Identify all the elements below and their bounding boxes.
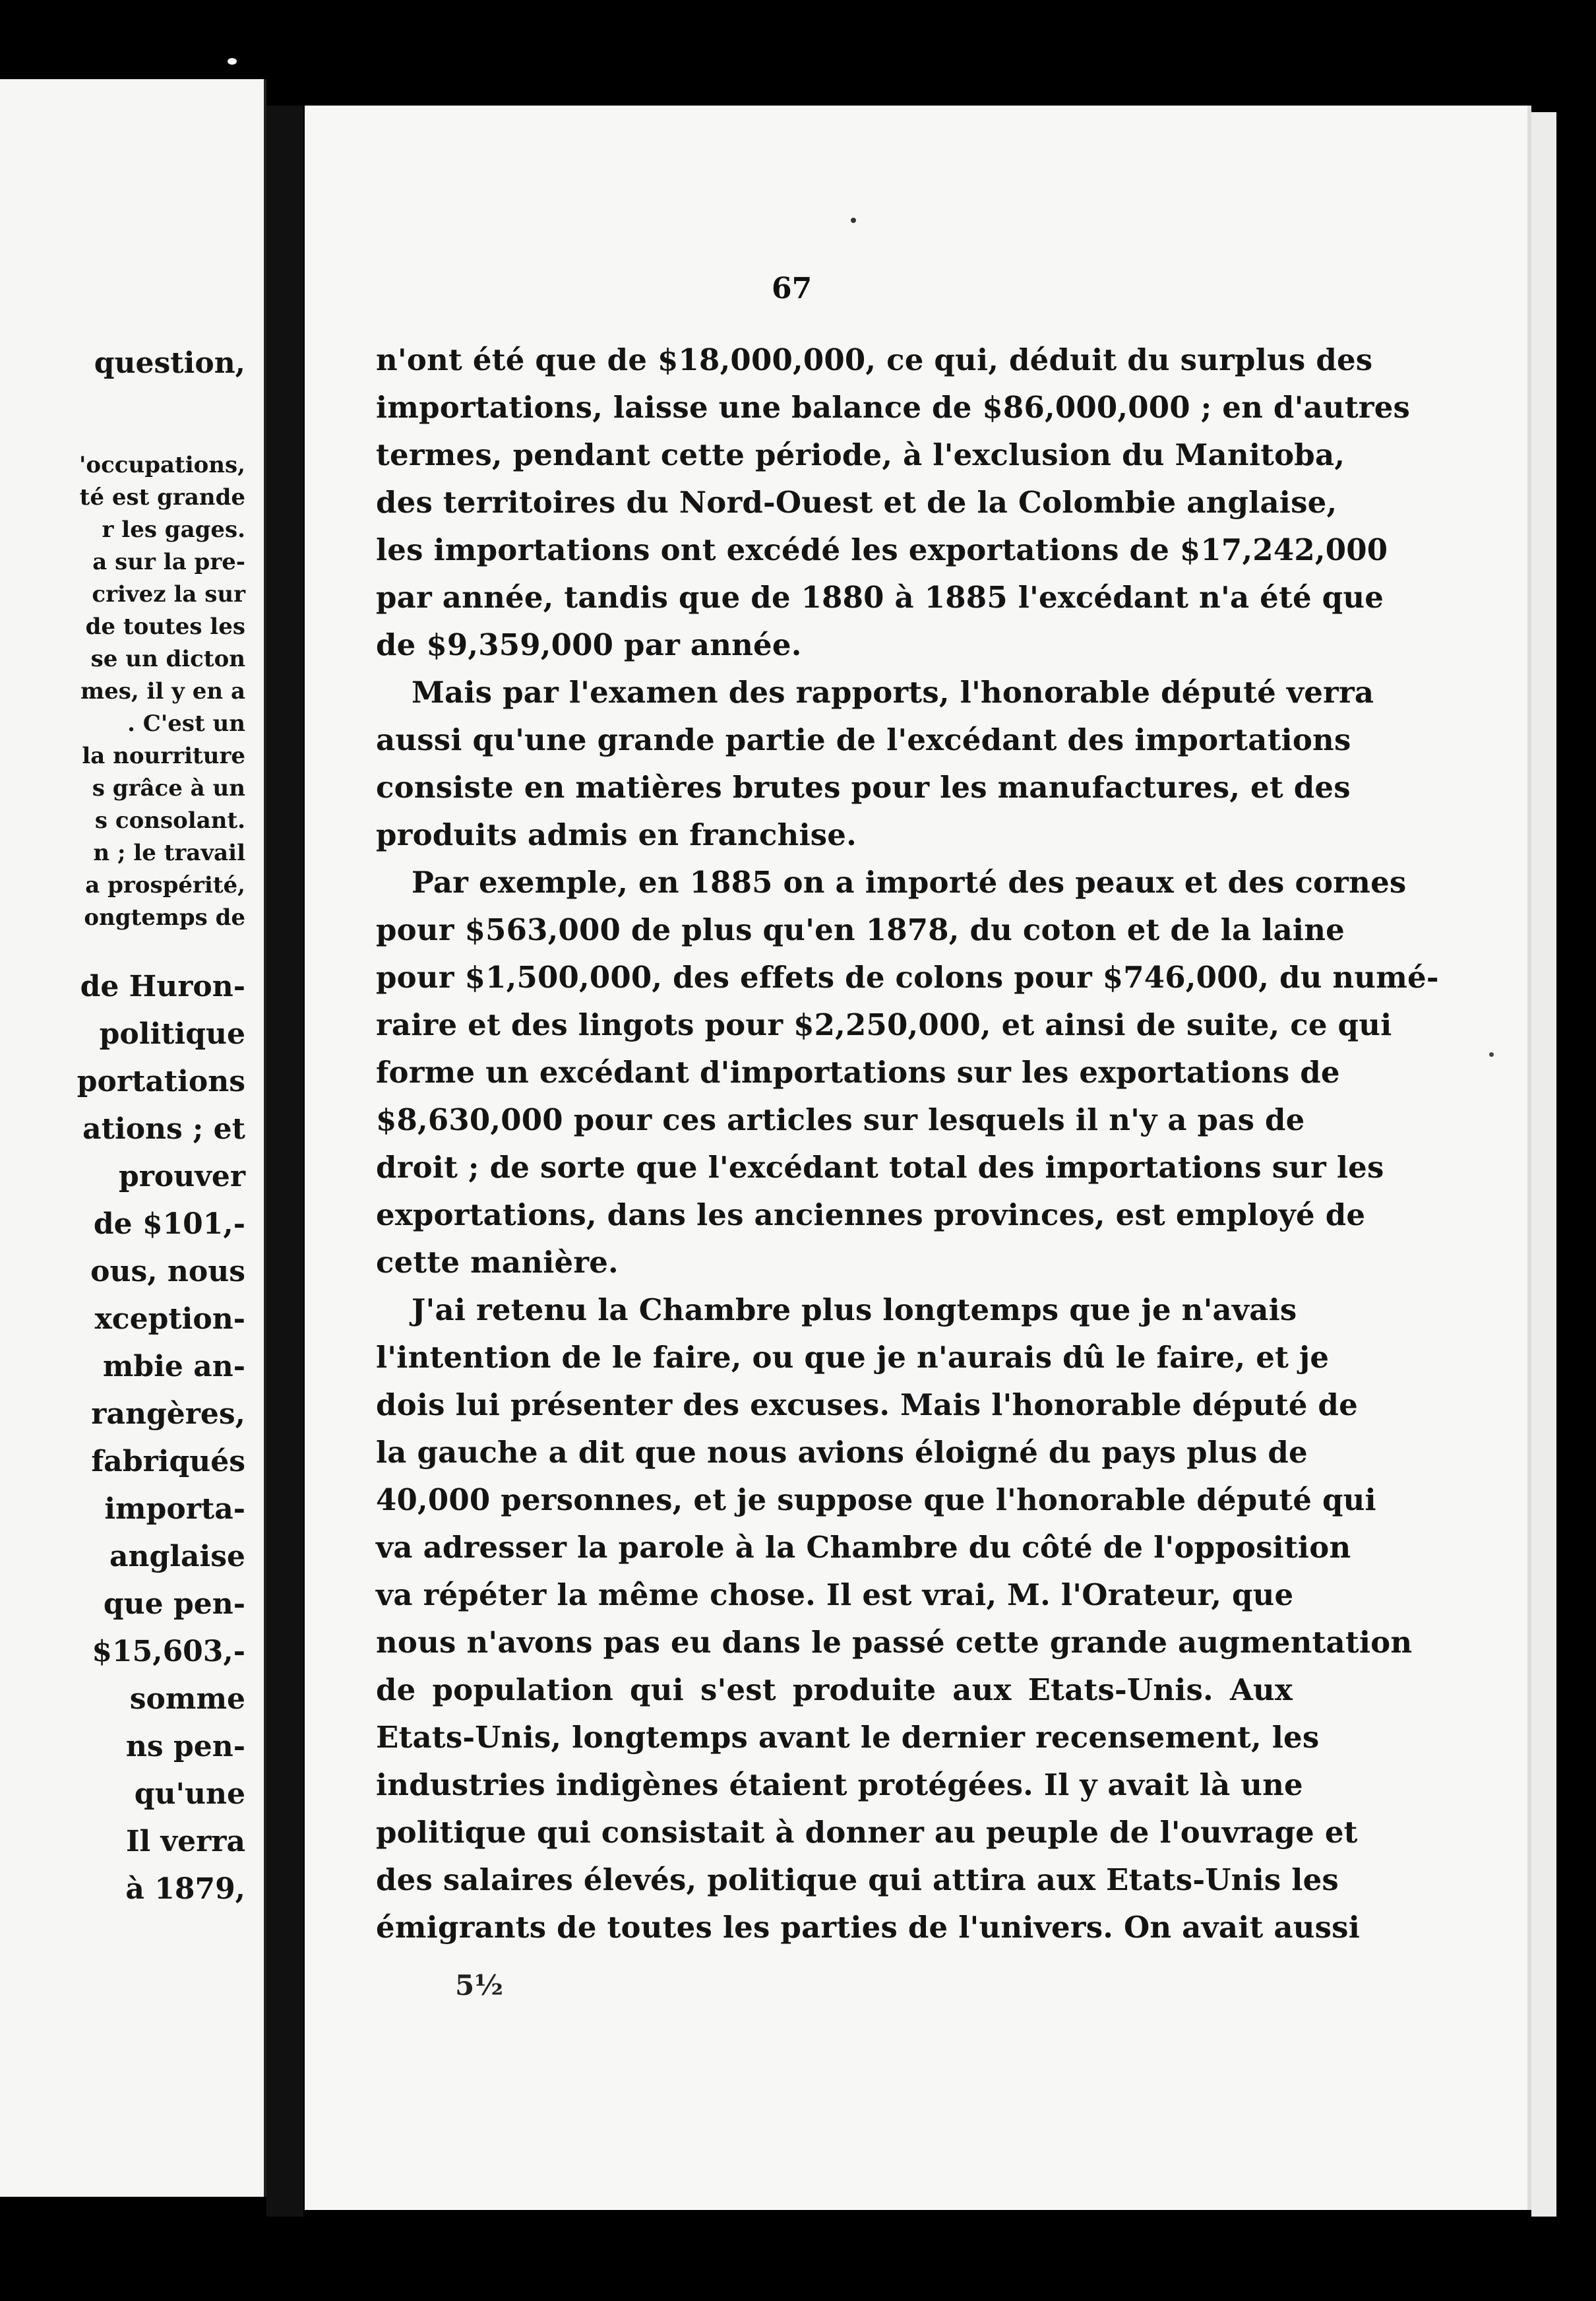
left-line: prouver xyxy=(118,1160,245,1193)
left-line: somme xyxy=(129,1682,245,1716)
left-line: politique xyxy=(99,1017,245,1051)
body-text-line: termes, pendant cette période, à l'exclusion du Manitoba, xyxy=(376,437,1345,472)
body-text-line: forme un excédant d'importations sur les exportations de xyxy=(376,1055,1340,1090)
left-line: 'occupations, xyxy=(78,452,245,478)
left-line: ongtemps de xyxy=(84,904,245,931)
body-text-line: l'intention de le faire, ou que je n'aurais dû le faire, et je xyxy=(376,1340,1330,1375)
body-text-line: Etats-Unis, longtemps avant le dernier recensement, les xyxy=(376,1720,1320,1755)
body-text-line: émigrants de toutes les parties de l'univers. On avait aussi xyxy=(376,1910,1360,1945)
left-line: que pen- xyxy=(103,1587,245,1621)
left-line: portations xyxy=(77,1065,245,1098)
body-text-line: raire et des lingots pour $2,250,000, et ainsi de suite, ce qui xyxy=(376,1007,1392,1042)
left-line: importa- xyxy=(104,1492,245,1526)
body-text-line: politique qui consistait à donner au peuple de l'ouvrage et xyxy=(376,1815,1358,1850)
left-line: mes, il y en a xyxy=(80,678,245,705)
body-text-line: Par exemple, en 1885 on a importé des peaux et des cornes xyxy=(412,865,1407,900)
left-line: . C'est un xyxy=(127,710,245,737)
body-text-line: exportations, dans les anciennes provinces, est employé de xyxy=(376,1197,1366,1232)
left-line: r les gages. xyxy=(102,517,245,543)
left-line: n ; le travail xyxy=(93,840,245,866)
body-text-line: aussi qu'une grande partie de l'excédant des importations xyxy=(376,722,1351,757)
left-line: ations ; et xyxy=(82,1112,245,1146)
body-text-line: cette manière. xyxy=(376,1245,619,1280)
left-line: s grâce à un xyxy=(92,775,245,802)
body-text-line: n'ont été que de $18,000,000, ce qui, déduit du surplus des xyxy=(376,342,1373,377)
body-text-line: pour $1,500,000, des effets de colons pour $746,000, du numé- xyxy=(376,960,1439,995)
left-line: té est grande xyxy=(79,484,245,511)
left-line: rangères, xyxy=(91,1397,245,1431)
left-line: se un dicton xyxy=(90,646,245,672)
body-text-line: des salaires élevés, politique qui attira aux Etats-Unis les xyxy=(376,1862,1339,1897)
body-text-line: va adresser la parole à la Chambre du côté de l'opposition xyxy=(376,1530,1351,1565)
body-text-line: de $9,359,000 par année. xyxy=(376,627,802,662)
left-line: ous, nous xyxy=(90,1255,245,1288)
page-number: 67 xyxy=(772,272,813,305)
left-line: anglaise xyxy=(109,1540,245,1573)
left-line: de $101,- xyxy=(93,1207,245,1241)
left-line: $15,603,- xyxy=(92,1635,245,1668)
left-line: crivez la sur xyxy=(92,581,245,608)
body-text-line: les importations ont excédé les exportations de $17,242,000 xyxy=(376,532,1388,567)
body-text-line: 40,000 personnes, et je suppose que l'honorable député qui xyxy=(376,1482,1376,1517)
left-line: de toutes les xyxy=(85,614,245,640)
body-text-line: J'ai retenu la Chambre plus longtemps que je n'avais xyxy=(412,1292,1297,1327)
left-line: qu'une xyxy=(134,1777,245,1811)
scan-speck xyxy=(851,218,856,223)
body-text-line: par année, tandis que de 1880 à 1885 l'excédant n'a été que xyxy=(376,580,1384,615)
left-line: ns pen- xyxy=(125,1730,245,1763)
body-text-line: de population qui s'est produite aux Etats-Unis. Aux xyxy=(376,1672,1293,1707)
scan-speck xyxy=(228,58,237,65)
left-line: a sur la pre- xyxy=(92,549,245,575)
left-line: Il verra xyxy=(125,1825,245,1858)
left-line: la nourriture xyxy=(82,743,245,769)
book-gutter xyxy=(266,106,303,2217)
body-text-line: $8,630,000 pour ces articles sur lesquels il n'y a pas de xyxy=(376,1102,1305,1137)
body-text-line: nous n'avons pas eu dans le passé cette grande augmentation xyxy=(376,1625,1413,1660)
signature-mark: 5½ xyxy=(455,1969,504,2002)
body-text-line: pour $563,000 de plus qu'en 1878, du coton et de la laine xyxy=(376,912,1345,947)
body-text-line: industries indigènes étaient protégées. Il y avait là une xyxy=(376,1767,1303,1802)
body-text-line: va répéter la même chose. Il est vrai, M. l'Orateur, que xyxy=(376,1577,1294,1612)
body-text-line: produits admis en franchise. xyxy=(376,817,857,852)
body-text-line: la gauche a dit que nous avions éloigné du pays plus de xyxy=(376,1435,1308,1470)
body-text-line: droit ; de sorte que l'excédant total des importations sur les xyxy=(376,1150,1384,1185)
left-line: fabriqués xyxy=(91,1445,245,1478)
body-text-line: dois lui présenter des excuses. Mais l'honorable député de xyxy=(376,1387,1358,1422)
left-page xyxy=(0,79,266,2197)
body-text-line: Mais par l'examen des rapports, l'honorable député verra xyxy=(412,675,1374,710)
left-line: mbie an- xyxy=(102,1350,245,1383)
scan-speck xyxy=(1489,1052,1494,1057)
left-line: a prospérité, xyxy=(85,872,245,898)
page-edge xyxy=(1531,112,1556,2217)
body-text-line: importations, laisse une balance de $86,000,000 ; en d'autres xyxy=(376,390,1411,425)
body-text-line: des territoires du Nord-Ouest et de la Colombie anglaise, xyxy=(376,485,1337,520)
left-line: xception- xyxy=(94,1302,245,1336)
left-line: s consolant. xyxy=(94,807,245,834)
left-line: de Huron- xyxy=(80,970,245,1003)
body-text-line: consiste en matières brutes pour les manufactures, et des xyxy=(376,770,1351,805)
left-line: à 1879, xyxy=(125,1872,245,1906)
left-line: question, xyxy=(94,346,245,380)
